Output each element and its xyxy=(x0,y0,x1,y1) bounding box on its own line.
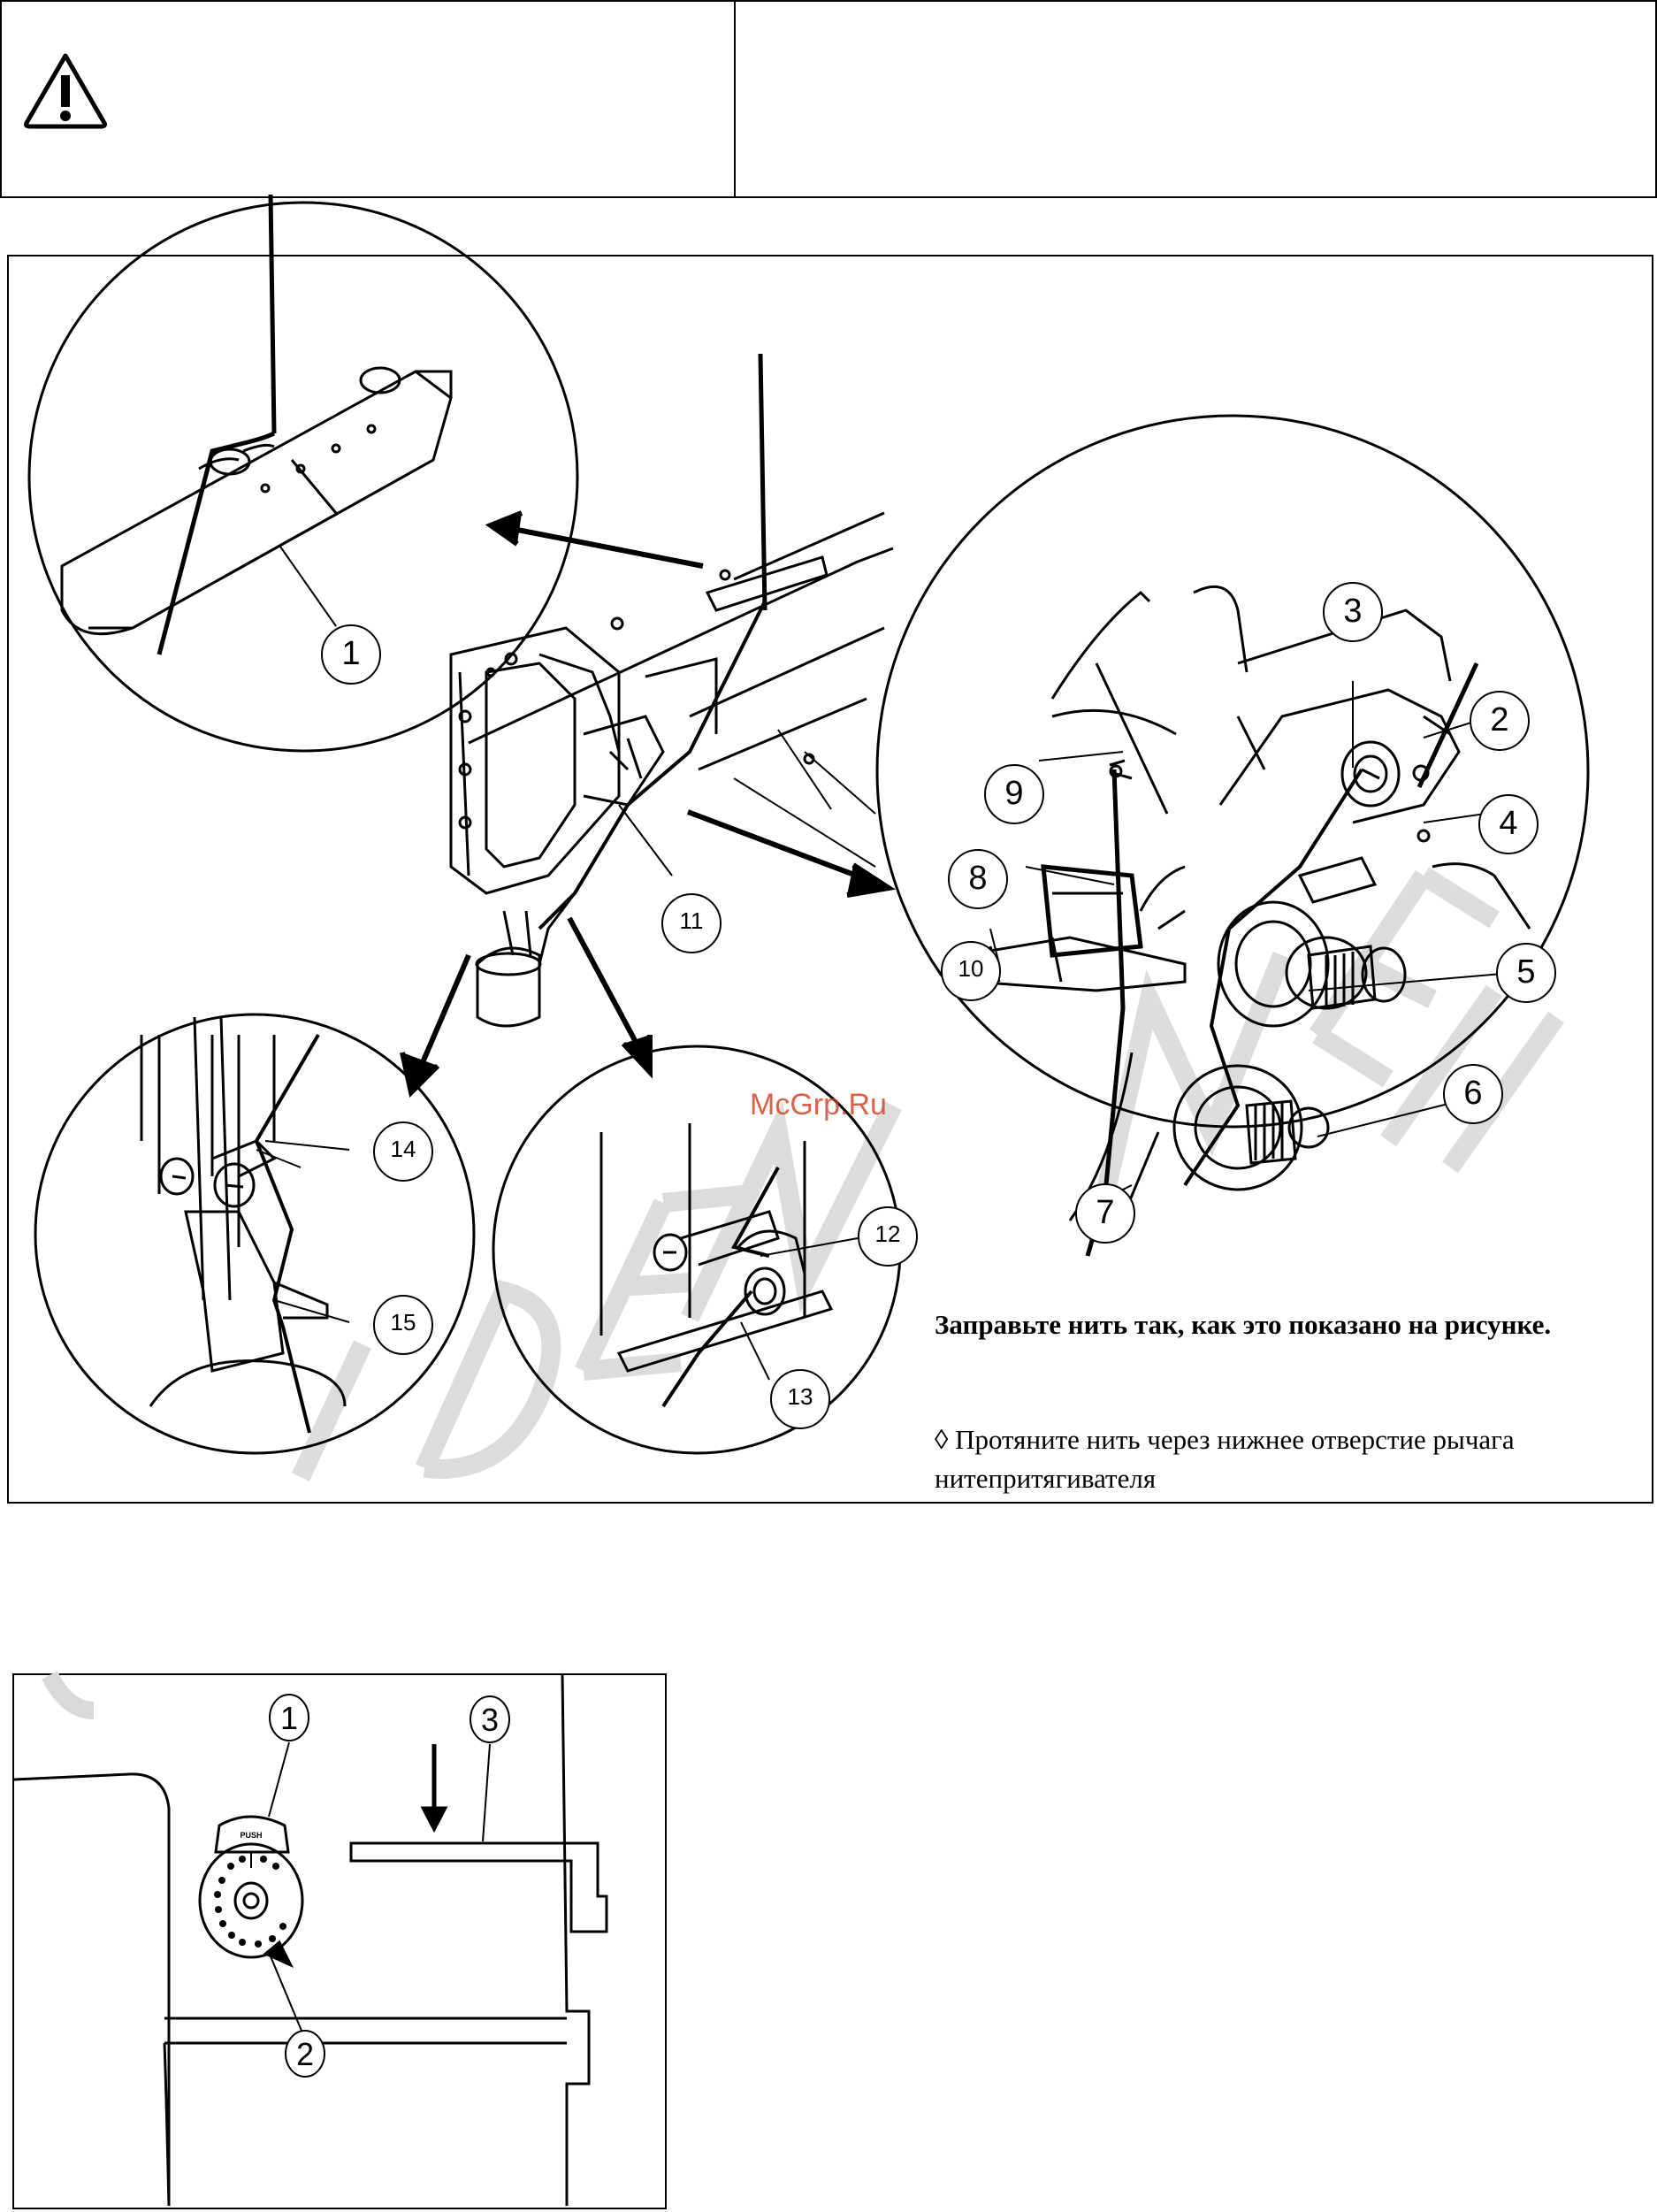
callout-8: 8 xyxy=(968,860,988,897)
threading-figure xyxy=(7,255,1653,1504)
stitch-length-figure xyxy=(12,1673,667,2209)
warning-triangle-icon xyxy=(21,50,110,130)
stitch-callout-2: 2 xyxy=(295,2036,315,2072)
callout-1: 1 xyxy=(341,635,361,672)
instruction-note: ◊ Протяните нить через нижнее отверстие рычага нитепритягивателя xyxy=(935,1424,1515,1494)
stitch-length-illustration xyxy=(14,1675,668,2211)
callout-11: 11 xyxy=(679,907,704,934)
callout-5: 5 xyxy=(1516,953,1536,991)
callout-4: 4 xyxy=(1499,805,1518,842)
callout-15: 15 xyxy=(390,1309,416,1336)
stitch-callout-1: 1 xyxy=(279,1700,299,1736)
callout-10: 10 xyxy=(958,955,984,982)
warning-row-divider xyxy=(734,2,736,196)
callout-13: 13 xyxy=(787,1383,813,1410)
warning-row xyxy=(0,0,1657,198)
callout-2: 2 xyxy=(1490,701,1509,739)
callout-6: 6 xyxy=(1463,1075,1483,1112)
callout-3: 3 xyxy=(1343,593,1363,630)
callout-12: 12 xyxy=(874,1221,901,1247)
callout-9: 9 xyxy=(1004,775,1024,812)
stitch-callout-3: 3 xyxy=(480,1702,500,1738)
callout-14: 14 xyxy=(390,1136,416,1162)
instruction-heading: Заправьте нить так, как это показано на рисунке. xyxy=(935,1309,1552,1340)
dial-label: PUSH xyxy=(240,1831,263,1840)
callout-7: 7 xyxy=(1096,1194,1115,1231)
watermark-site: McGrp.Ru xyxy=(750,1088,887,1121)
